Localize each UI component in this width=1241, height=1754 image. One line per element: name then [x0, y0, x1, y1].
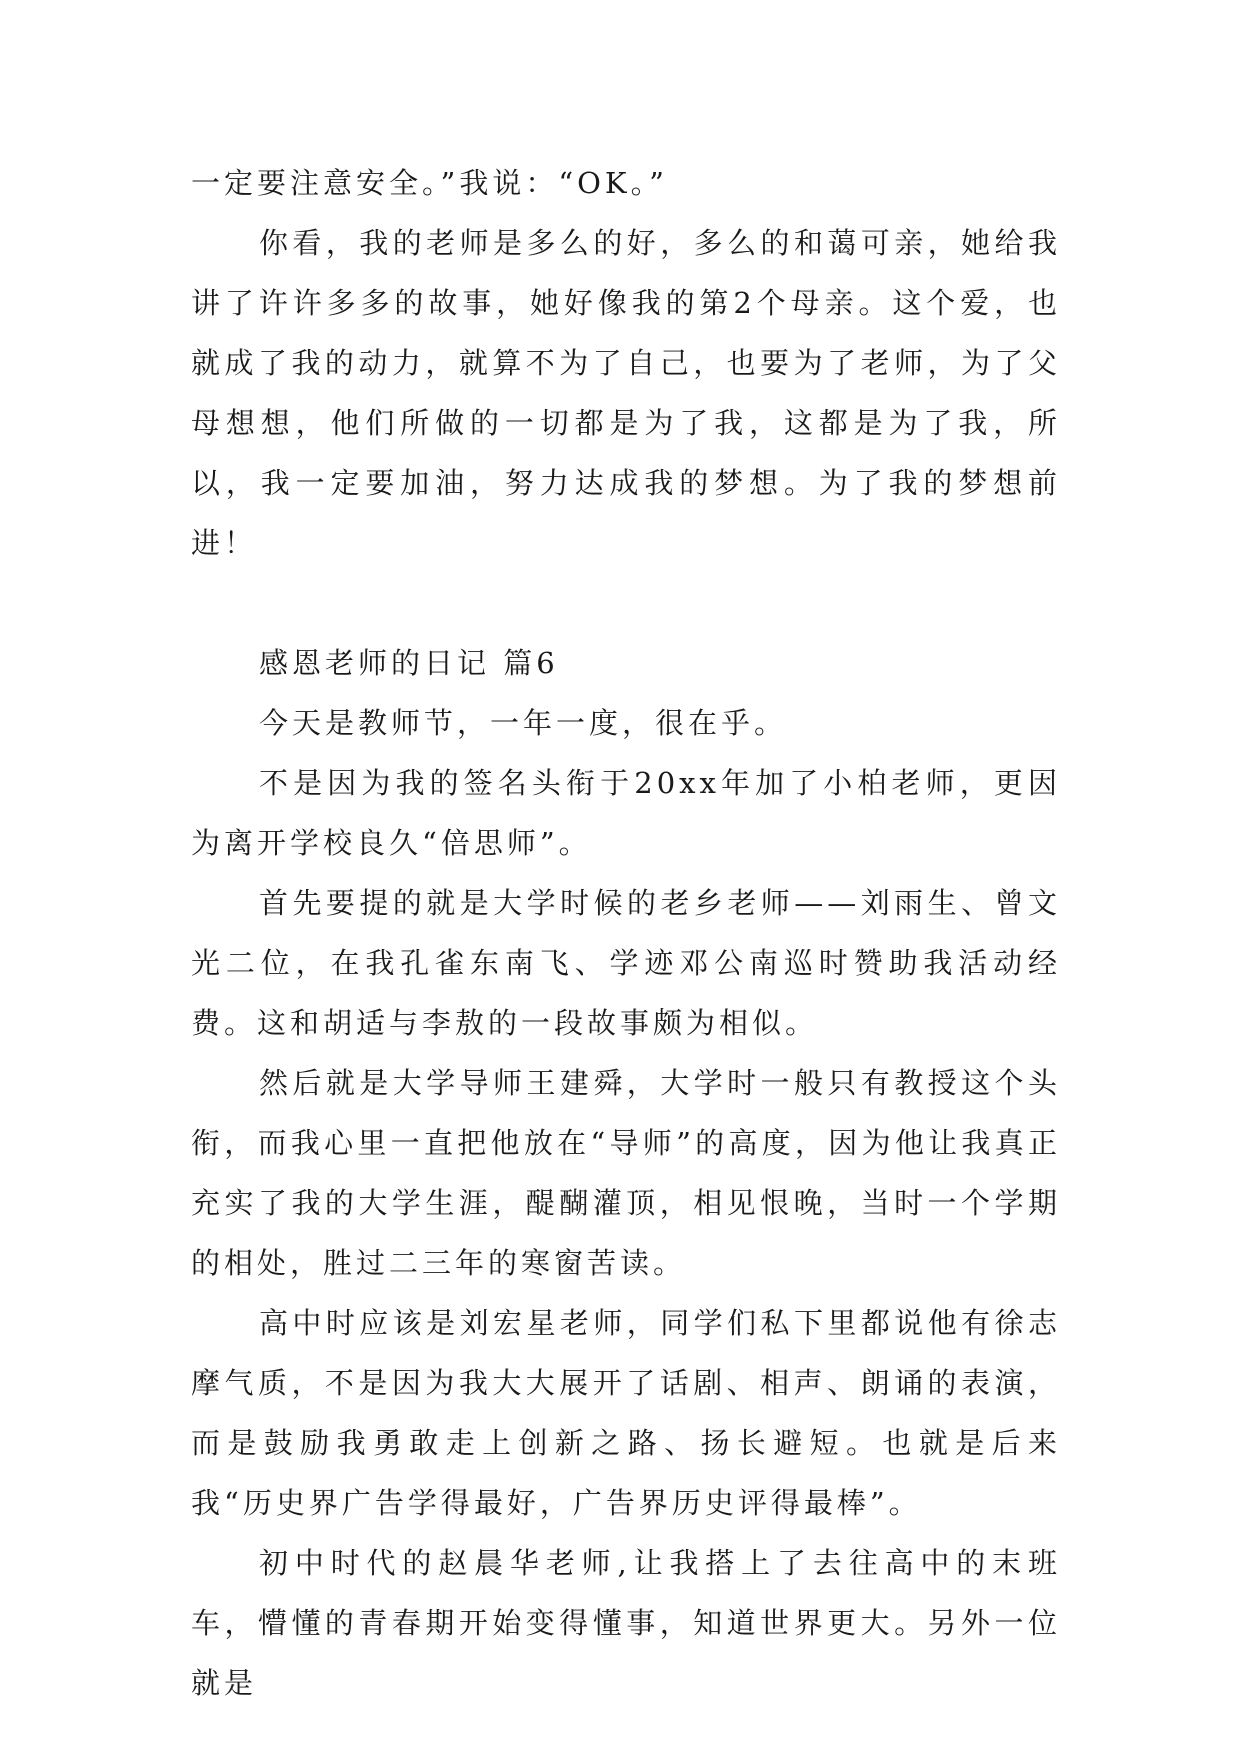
paragraph: 首先要提的就是大学时候的老乡老师——刘雨生、曾文光二位，在我孔雀东南飞、学迹邓公南巡时赞助我活动经费。这和胡适与李敖的一段故事颇为相似。: [191, 886, 1061, 1040]
section-title: 感恩老师的日记 篇6: [259, 646, 559, 680]
paragraph: 你看，我的老师是多么的好，多么的和蔼可亲，她给我讲了许许多多的故事，她好像我的第2个母亲。这个爱，也就成了我的动力，就算不为了自己，也要为了老师，为了父母想想，他们所做的一切都是为了我，这都是为了我，所以，我一定要加油，努力达成我的梦想。为了我的梦想前进！: [191, 226, 1061, 560]
paragraph: 然后就是大学导师王建舜，大学时一般只有教授这个头衔，而我心里一直把他放在“导师”的高度，因为他让我真正充实了我的大学生涯，醍醐灌顶，相见恨晚，当时一个学期的相处，胜过二三年的寒窗苦读。: [191, 1066, 1061, 1280]
paragraph: 不是因为我的签名头衔于20xx年加了小柏老师，更因为离开学校良久“倍思师”。: [191, 766, 1061, 860]
document-body: [191, 153, 1061, 1713]
paragraph: 一定要注意安全。”我说：“OK。”: [191, 166, 668, 200]
paragraph: 初中时代的赵晨华老师,让我搭上了去往高中的末班车，懵懂的青春期开始变得懂事，知道世界更大。另外一位就是: [191, 1546, 1061, 1700]
paragraph: 高中时应该是刘宏星老师，同学们私下里都说他有徐志摩气质，不是因为我大大展开了话剧、相声、朗诵的表演，而是鼓励我勇敢走上创新之路、扬长避短。也就是后来我“历史界广告学得最好，广告界历史评得最棒”。: [191, 1306, 1061, 1520]
paragraph: 今天是教师节，一年一度，很在乎。: [259, 706, 788, 740]
section-spacer: [191, 573, 1061, 633]
